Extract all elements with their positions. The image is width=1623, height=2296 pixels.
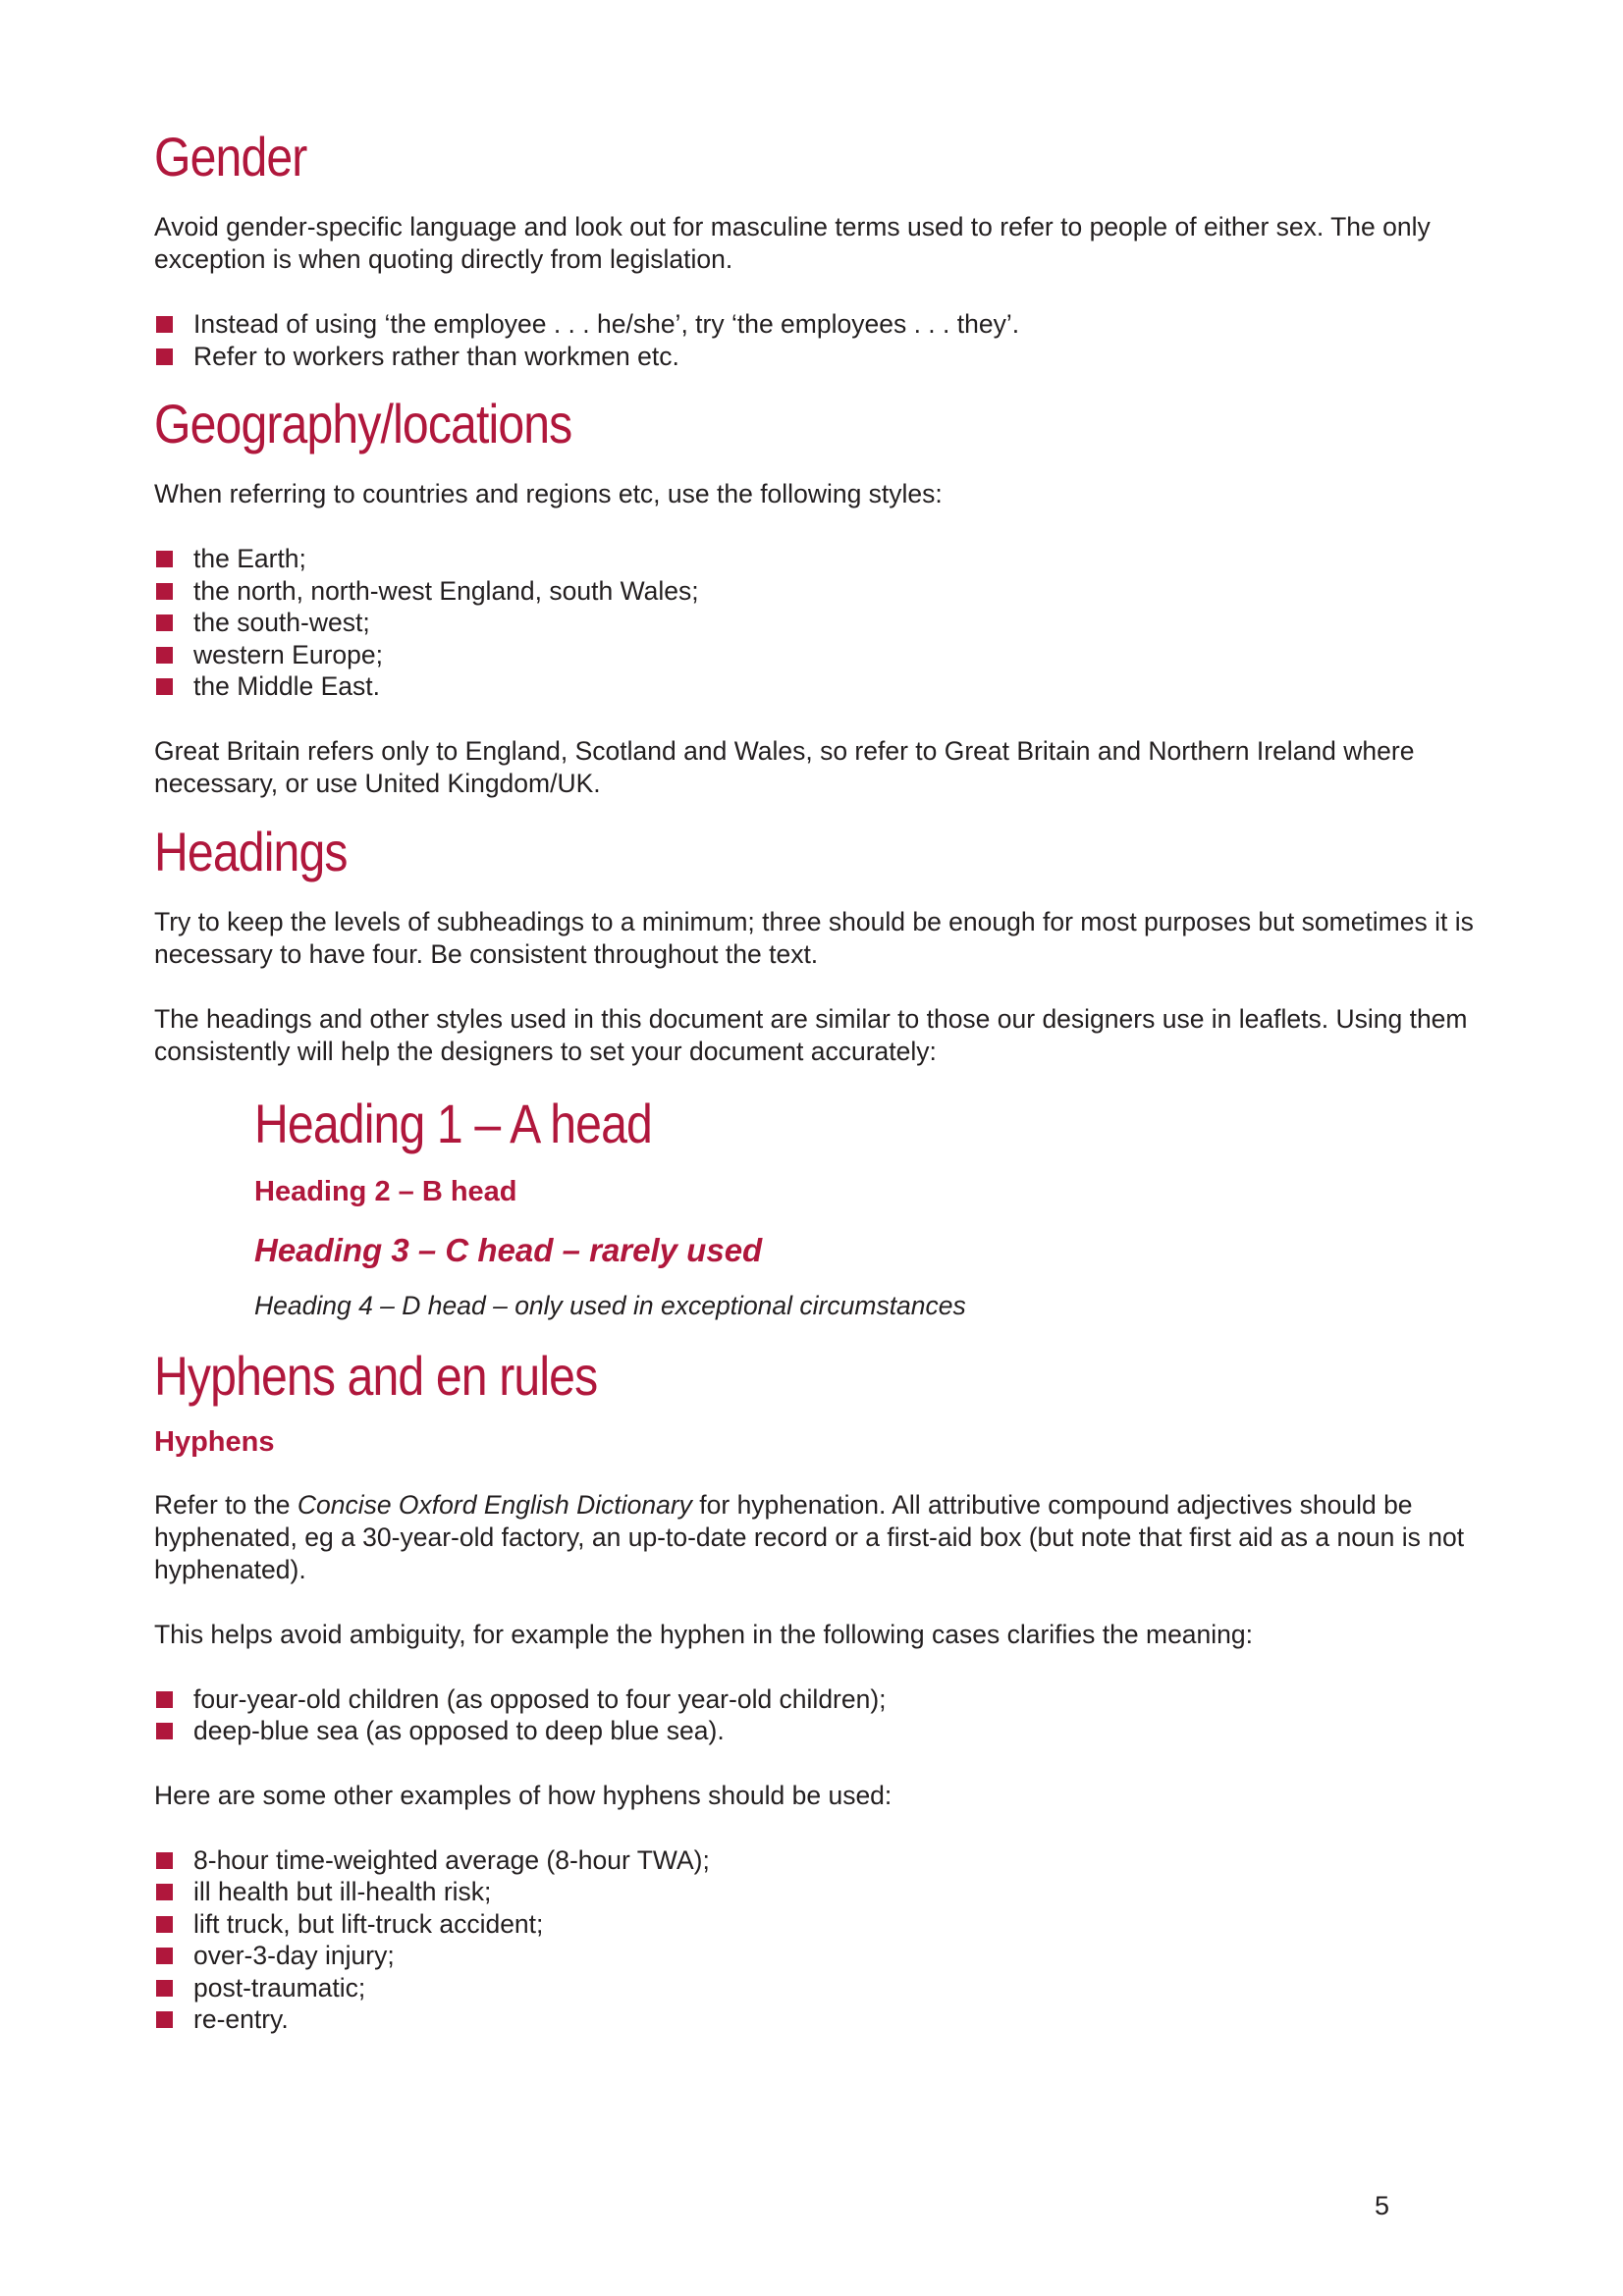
- list-item: western Europe;: [154, 639, 1480, 671]
- document-page: [154, 123, 1480, 2036]
- bullet-square-icon: [156, 1852, 173, 1869]
- heading-geography: Geography/locations: [154, 393, 572, 454]
- bullet-square-icon: [156, 1948, 173, 1964]
- bullet-square-icon: [156, 678, 173, 695]
- page-number: 5: [1375, 2191, 1390, 2220]
- bullet-square-icon: [156, 551, 173, 567]
- hyphens-bullet-list-1: [154, 1683, 1480, 1747]
- bullet-square-icon: [156, 647, 173, 664]
- list-item: the south-west;: [154, 607, 1480, 639]
- list-item: the Earth;: [154, 543, 1480, 575]
- gender-bullet-list: [154, 308, 1480, 372]
- sample-heading-2: Heading 2 – B head: [254, 1175, 517, 1207]
- list-item: re-entry.: [154, 2003, 1480, 2036]
- list-item: ill health but ill-health risk;: [154, 1876, 1480, 1908]
- geography-bullet-list: [154, 543, 1480, 703]
- heading-headings: Headings: [154, 820, 348, 882]
- list-item: Refer to workers rather than workmen etc.: [154, 341, 1480, 373]
- bullet-square-icon: [156, 316, 173, 333]
- list-item: 8-hour time-weighted average (8-hour TWA);: [154, 1844, 1480, 1877]
- dictionary-title: Concise Oxford English Dictionary: [297, 1489, 692, 1520]
- list-item: lift truck, but lift-truck accident;: [154, 1908, 1480, 1941]
- bullet-square-icon: [156, 1980, 173, 1997]
- list-item: post-traumatic;: [154, 1972, 1480, 2004]
- list-item: Instead of using ‘the employee . . . he/she’, try ‘the employees . . . they’.: [154, 308, 1480, 341]
- headings-paragraph-2: The headings and other styles used in this document are similar to those our designers use in leaflets. Using them consistently will help the designers to set your document accurately:: [154, 1003, 1468, 1066]
- bullet-square-icon: [156, 614, 173, 631]
- headings-paragraph-1: Try to keep the levels of subheadings to a minimum; three should be enough for most purposes but sometimes it is necessary to have four. Be consistent throughout the text.: [154, 906, 1474, 969]
- hyphens-paragraph-1: Refer to the Concise Oxford English Dictionary for hyphenation. All attributive compound adjectives should be hyphenated, eg a 30-year-old factory, an up-to-date record or a first-aid box (but note that first aid as a noun is not hyphenated).: [154, 1489, 1465, 1584]
- list-item: over-3-day injury;: [154, 1940, 1480, 1972]
- bullet-square-icon: [156, 1916, 173, 1933]
- bullet-square-icon: [156, 1691, 173, 1708]
- list-item: deep-blue sea (as opposed to deep blue sea).: [154, 1715, 1480, 1747]
- bullet-square-icon: [156, 348, 173, 365]
- heading-style-samples: [154, 1090, 1480, 1322]
- gender-paragraph: Avoid gender-specific language and look out for masculine terms used to refer to people of either sex. The only exception is when quoting directly from legislation.: [154, 212, 1431, 274]
- heading-gender: Gender: [154, 126, 307, 187]
- list-item: four-year-old children (as opposed to four year-old children);: [154, 1683, 1480, 1716]
- geography-paragraph-2: Great Britain refers only to England, Scotland and Wales, so refer to Great Britain and Northern Ireland where necessary, or use United Kingdom/UK.: [154, 735, 1415, 798]
- list-item: the Middle East.: [154, 670, 1480, 703]
- subheading-hyphens: Hyphens: [154, 1425, 275, 1458]
- sample-heading-1: Heading 1 – A head: [254, 1092, 652, 1154]
- heading-hyphens: Hyphens and en rules: [154, 1344, 598, 1407]
- sample-heading-4: Heading 4 – D head – only used in exceptional circumstances: [254, 1290, 966, 1320]
- hyphens-paragraph-3: Here are some other examples of how hyphens should be used:: [154, 1780, 893, 1810]
- sample-heading-3: Heading 3 – C head – rarely used: [254, 1231, 763, 1268]
- bullet-square-icon: [156, 583, 173, 600]
- geography-paragraph: When referring to countries and regions etc, use the following styles:: [154, 479, 943, 508]
- bullet-square-icon: [156, 1884, 173, 1900]
- hyphens-paragraph-2: This helps avoid ambiguity, for example the hyphen in the following cases clarifies the meaning:: [154, 1619, 1254, 1649]
- hyphens-bullet-list-2: [154, 1844, 1480, 2036]
- bullet-square-icon: [156, 2011, 173, 2028]
- list-item: the north, north-west England, south Wales;: [154, 575, 1480, 608]
- bullet-square-icon: [156, 1723, 173, 1739]
